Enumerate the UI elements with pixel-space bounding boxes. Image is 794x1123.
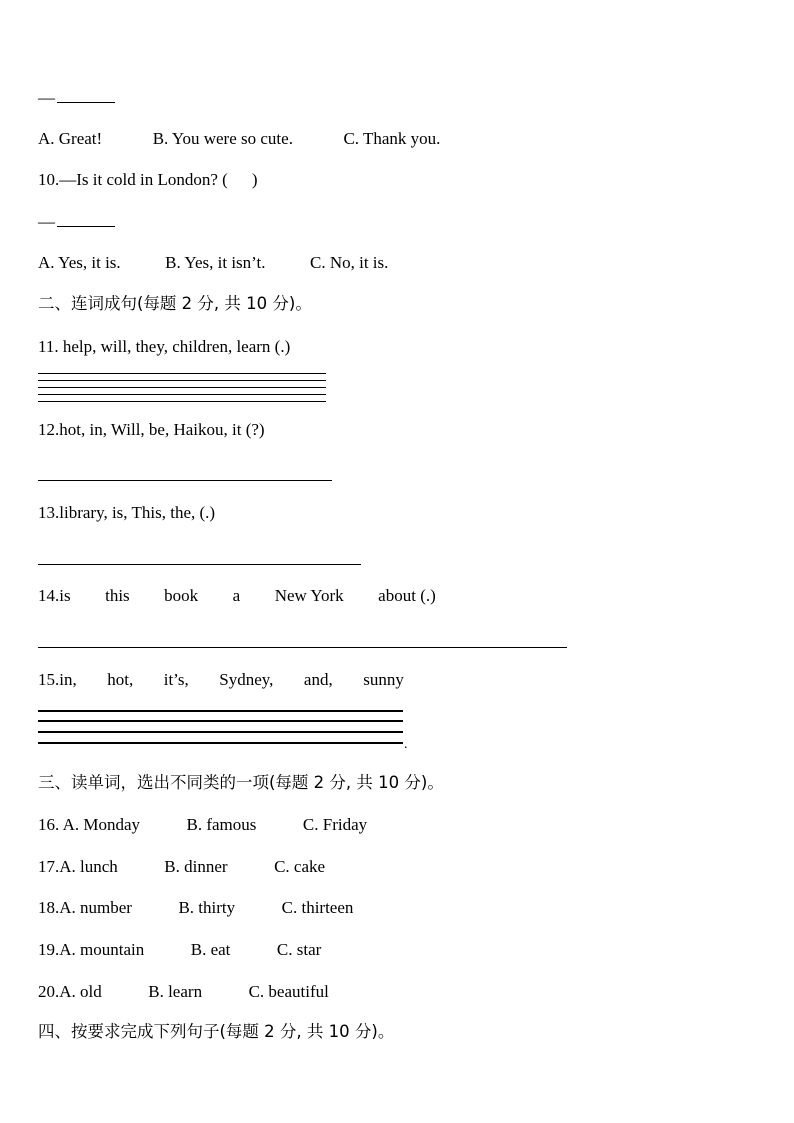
- q17-option-c[interactable]: C. cake: [274, 857, 326, 876]
- q18-option-c[interactable]: C. thirteen: [281, 898, 354, 917]
- q13-prompt: 13.library, is, This, the, (.): [38, 503, 216, 522]
- q14-prompt: [38, 586, 436, 606]
- q18-number: 18.: [38, 898, 60, 917]
- q17-row: [38, 857, 325, 877]
- q9-dash: —: [38, 88, 55, 107]
- q20-option-c[interactable]: C. beautiful: [248, 982, 329, 1001]
- q16-option-a[interactable]: A. Monday: [62, 815, 141, 834]
- q18-row: [38, 898, 353, 918]
- q15-word: and,: [303, 670, 333, 689]
- q15-word: it’s,: [163, 670, 189, 689]
- q15-answer-line-2[interactable]: [38, 720, 403, 722]
- q10-options: [38, 253, 388, 273]
- q11-answer-line-1[interactable]: [38, 373, 326, 374]
- q17-option-b[interactable]: B. dinner: [164, 857, 228, 876]
- q14-word: about (.): [378, 586, 436, 605]
- q20-option-b[interactable]: B. learn: [148, 982, 203, 1001]
- q16-option-c[interactable]: C. Friday: [302, 815, 368, 834]
- q13-answer-line[interactable]: [38, 564, 361, 565]
- q14-answer-line[interactable]: [38, 647, 567, 648]
- q10-option-b[interactable]: B. Yes, it isn’t.: [165, 253, 266, 272]
- q20-number: 20.: [38, 982, 60, 1001]
- q10-option-c[interactable]: C. No, it is.: [309, 253, 389, 272]
- q9-option-a[interactable]: A. Great!: [38, 129, 103, 148]
- q11-answer-line-4[interactable]: [38, 394, 326, 395]
- q15-end-mark: .: [404, 737, 408, 752]
- q14-word: book: [164, 586, 199, 605]
- q10-blank[interactable]: [57, 212, 115, 227]
- q16-number: 16.: [38, 815, 60, 834]
- q14-word: 14.is: [38, 586, 71, 605]
- q9-option-c[interactable]: C. Thank you.: [343, 129, 441, 148]
- q11-answer-line-2[interactable]: [38, 380, 326, 381]
- section3-title: 三、读单词，选出不同类的一项(每题 2 分, 共 10 分)。: [38, 773, 444, 792]
- q19-row: [38, 940, 321, 960]
- q15-answer-line-4[interactable]: [38, 742, 403, 744]
- q10-question-text: 10.—Is it cold in London? (: [38, 170, 228, 189]
- section4-title: 四、按要求完成下列句子(每题 2 分, 共 10 分)。: [38, 1022, 395, 1041]
- q14-word: this: [105, 586, 130, 605]
- q16-row: [38, 815, 367, 835]
- q15-word: 15.in,: [38, 670, 77, 689]
- q10-option-a[interactable]: A. Yes, it is.: [38, 253, 121, 272]
- q14-word: a: [232, 586, 241, 605]
- q11-answer-line-5[interactable]: [38, 401, 326, 402]
- q20-option-a[interactable]: A. old: [59, 982, 102, 1001]
- q14-word: New York: [274, 586, 344, 605]
- q11-prompt: 11. help, will, they, children, learn (.): [38, 337, 291, 356]
- q18-option-b[interactable]: B. thirty: [178, 898, 236, 917]
- q9-answer-line: [38, 88, 115, 108]
- q17-option-a[interactable]: A. lunch: [59, 857, 118, 876]
- q19-option-c[interactable]: C. star: [276, 940, 322, 959]
- q9-option-b[interactable]: B. You were so cute.: [152, 129, 293, 148]
- q15-word: Sydney,: [219, 670, 274, 689]
- q11-answer-line-3[interactable]: [38, 387, 326, 388]
- q10-dash: —: [38, 212, 55, 231]
- section2-title: 二、连词成句(每题 2 分, 共 10 分)。: [38, 294, 312, 313]
- q12-answer-line[interactable]: [38, 480, 332, 481]
- q15-answer-line-1[interactable]: [38, 710, 403, 712]
- q19-option-b[interactable]: B. eat: [190, 940, 231, 959]
- q9-blank[interactable]: [57, 88, 115, 103]
- q10-question: [38, 170, 257, 190]
- q10-answer-line: [38, 212, 115, 232]
- q18-option-a[interactable]: A. number: [59, 898, 132, 917]
- q20-row: [38, 982, 329, 1002]
- q19-option-a[interactable]: A. mountain: [59, 940, 145, 959]
- q15-word: hot,: [107, 670, 134, 689]
- q9-options: [38, 129, 440, 149]
- q15-answer-line-3[interactable]: [38, 731, 403, 733]
- q16-option-b[interactable]: B. famous: [186, 815, 257, 834]
- q10-close-paren: ): [251, 170, 258, 189]
- q15-word: sunny: [363, 670, 404, 689]
- q12-prompt: 12.hot, in, Will, be, Haikou, it (?): [38, 420, 265, 439]
- q17-number: 17.: [38, 857, 60, 876]
- q19-number: 19.: [38, 940, 60, 959]
- q15-prompt: [38, 670, 404, 690]
